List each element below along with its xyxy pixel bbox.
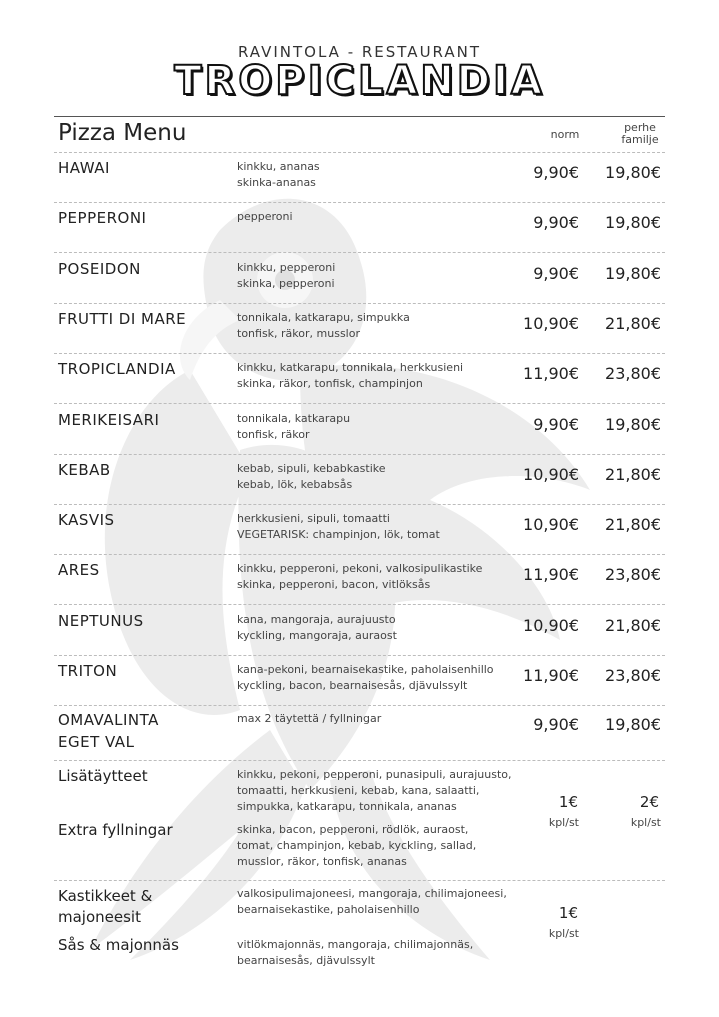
row-divider	[54, 760, 665, 761]
price-perhe: 19,80€	[605, 715, 661, 734]
pizza-ingredients: tonnikala, katkarapu, simpukka tonfisk, räkor, musslor	[237, 311, 410, 340]
price-norm: 9,90€	[533, 415, 579, 434]
price-perhe: 23,80€	[605, 364, 661, 383]
pizza-name: OMAVALINTA EGET VAL	[58, 711, 159, 751]
row-divider	[54, 403, 665, 404]
price-norm: 10,90€	[523, 465, 579, 484]
price-norm: 10,90€	[523, 314, 579, 333]
pizza-row	[0, 505, 719, 555]
pizza-ingredients: kinkku, pepperoni, pekoni, valkosipulikastike skinka, pepperoni, bacon, vitlöksås	[237, 562, 483, 591]
pizza-row	[0, 203, 719, 253]
pizza-name: FRUTTI DI MARE	[58, 310, 187, 328]
pizza-name: KASVIS	[58, 511, 115, 529]
price-norm: 9,90€	[533, 715, 579, 734]
pizza-name: ARES	[58, 561, 100, 579]
pizza-ingredients: kebab, sipuli, kebabkastike kebab, lök, kebabsås	[237, 462, 386, 491]
price-perhe: 21,80€	[605, 515, 661, 534]
price-perhe: 19,80€	[605, 415, 661, 434]
extras-price-norm: 1€	[558, 793, 578, 811]
sauces-label-fi: Kastikkeet & majoneesit	[58, 887, 153, 926]
pizza-row-omavalinta	[0, 705, 719, 761]
price-norm: 9,90€	[533, 213, 579, 232]
price-norm: 9,90€	[533, 163, 579, 182]
extras-label-sv: Extra fyllningar	[58, 821, 173, 839]
pizza-ingredients: pepperoni	[237, 210, 293, 223]
price-perhe: 21,80€	[605, 465, 661, 484]
price-norm: 11,90€	[523, 364, 579, 383]
price-norm: 11,90€	[523, 666, 579, 685]
pizza-row	[0, 455, 719, 505]
extras-unit-perhe: kpl/st	[630, 816, 661, 829]
sauces-unit: kpl/st	[548, 927, 579, 940]
extras-unit-norm: kpl/st	[548, 816, 579, 829]
pizza-name: POSEIDON	[58, 260, 141, 278]
pizza-name: MERIKEISARI	[58, 411, 160, 429]
price-perhe: 19,80€	[605, 163, 661, 182]
pizza-ingredients: kana, mangoraja, aurajuusto kyckling, mangoraja, auraost	[237, 613, 397, 642]
pizza-ingredients: herkkusieni, sipuli, tomaatti VEGETARISK: champinjon, lök, tomat	[237, 512, 440, 541]
sauces-price: 1€	[558, 904, 578, 922]
pizza-row	[0, 153, 719, 203]
price-perhe: 19,80€	[605, 213, 661, 232]
extras-ingredients-sv: skinka, bacon, pepperoni, rödlök, auraost, tomat, champinjon, kebab, kyckling, sallad, musslor, räkor, tonfisk, ananas	[237, 823, 477, 868]
pizza-row	[0, 606, 719, 656]
pizza-name: TRITON	[58, 662, 118, 680]
price-perhe: 21,80€	[605, 616, 661, 635]
restaurant-subtitle: RAVINTOLA - RESTAURANT	[237, 43, 482, 61]
sauces-ingredients-sv: vitlökmajonnäs, mangoraja, chilimajonnäs, bearnaisesås, djävulssylt	[237, 938, 474, 967]
pizza-name: KEBAB	[58, 461, 111, 479]
header-divider	[54, 116, 665, 117]
menu-title: Pizza Menu	[58, 120, 187, 146]
pizza-row	[0, 405, 719, 455]
pizza-ingredients: kinkku, pepperoni skinka, pepperoni	[237, 261, 336, 290]
price-perhe: 23,80€	[605, 565, 661, 584]
price-norm: 10,90€	[523, 616, 579, 635]
extras-label-fi: Lisätäytteet	[58, 767, 148, 785]
pizza-row	[0, 354, 719, 404]
pizza-ingredients: tonnikala, katkarapu tonfisk, räkor	[237, 412, 351, 441]
pizza-row	[0, 555, 719, 605]
pizza-name: HAWAI	[58, 159, 110, 177]
price-perhe: 23,80€	[605, 666, 661, 685]
price-norm: 10,90€	[523, 515, 579, 534]
price-norm: 11,90€	[523, 565, 579, 584]
pizza-ingredients: kana-pekoni, bearnaisekastike, paholaisenhillo kyckling, bacon, bearnaisesås, djävulssylt	[237, 663, 494, 692]
pizza-name: PEPPERONI	[58, 209, 147, 227]
pizza-row	[0, 254, 719, 304]
row-divider	[54, 604, 665, 605]
column-header-norm: norm	[550, 128, 580, 141]
extras-ingredients-fi: kinkku, pekoni, pepperoni, punasipuli, aurajuusto, tomaatti, herkkusieni, kebab, kana, salaatti, simpukka, katkarapu, tonnikala, ananas	[237, 768, 512, 813]
pizza-ingredients: kinkku, katkarapu, tonnikala, herkkusieni skinka, räkor, tonfisk, champinjon	[237, 361, 464, 390]
price-perhe: 19,80€	[605, 264, 661, 283]
extras-price-perhe: 2€	[639, 793, 659, 811]
pizza-ingredients: kinkku, ananas skinka-ananas	[237, 160, 320, 189]
pizza-name: NEPTUNUS	[58, 612, 144, 630]
sauces-label-sv: Sås & majonnäs	[58, 936, 179, 954]
sauces-ingredients-fi: valkosipulimajoneesi, mangoraja, chilimajoneesi, bearnaisekastike, paholaisenhillo	[237, 887, 507, 916]
pizza-row	[0, 656, 719, 706]
row-divider	[54, 880, 665, 881]
row-divider	[54, 252, 665, 253]
restaurant-title: TROPICLANDIA	[174, 58, 545, 104]
column-header-perhe: perhe familje	[621, 121, 659, 146]
price-norm: 9,90€	[533, 264, 579, 283]
pizza-row	[0, 304, 719, 354]
pizza-ingredients: max 2 täytettä / fyllningar	[237, 712, 382, 725]
pizza-name: TROPICLANDIA	[58, 360, 176, 378]
price-perhe: 21,80€	[605, 314, 661, 333]
